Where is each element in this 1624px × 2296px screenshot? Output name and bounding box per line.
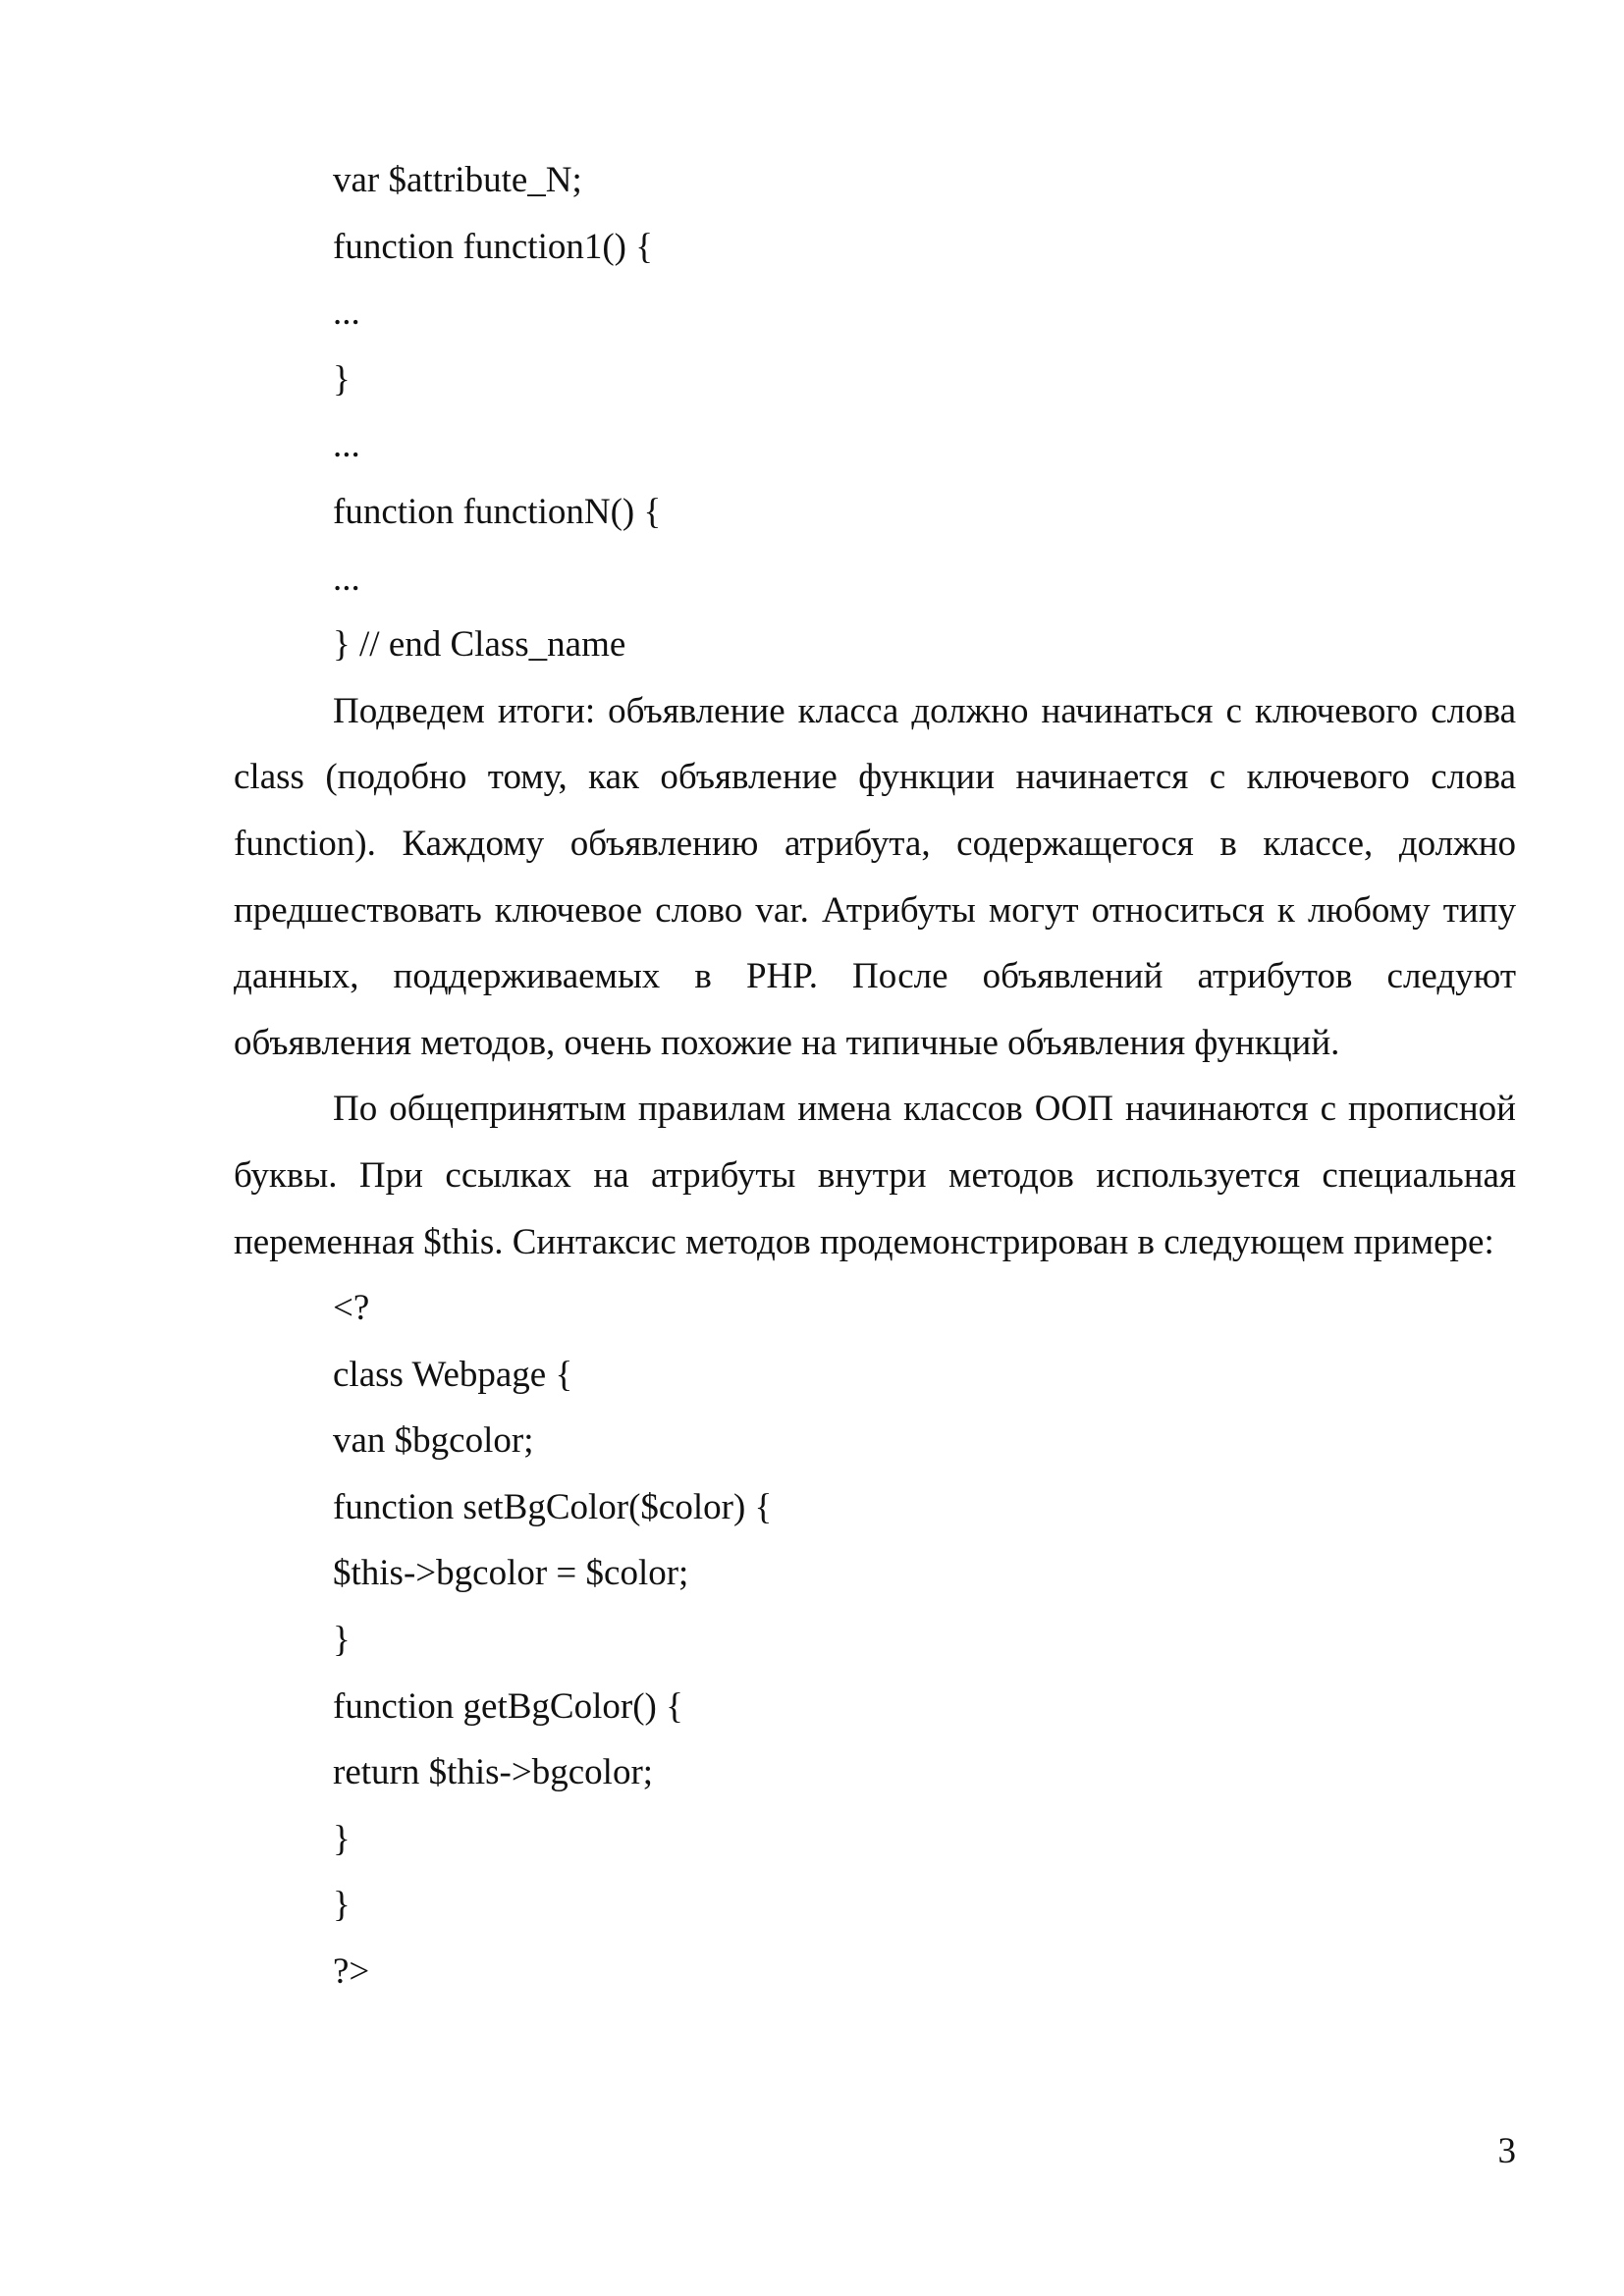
- code-line: ?>: [333, 1951, 370, 1993]
- code-line: ...: [333, 425, 360, 466]
- naming-rules-paragraph: По общепринятым правилам имена классов ООП начинаются с прописной буквы. При ссылках на атрибуты внутри методов используется специальная переменная $this. Синтаксис методов продемонстрирован в следующем примере:: [234, 1089, 1516, 1262]
- code-line: }: [333, 1818, 351, 1859]
- code-line: class Webpage {: [333, 1354, 573, 1395]
- code-line: } // end Class_name: [333, 624, 626, 666]
- code-line: function function1() {: [333, 226, 654, 267]
- page-number: 3: [1497, 2131, 1516, 2171]
- code-line: $this->bgcolor = $color;: [333, 1553, 689, 1594]
- code-line: <?: [333, 1288, 370, 1329]
- code-line: var $attribute_N;: [333, 160, 582, 200]
- code-line: function getBgColor() {: [333, 1685, 683, 1727]
- summary-paragraph: Подведем итоги: объявление класса должно начинаться с ключевого слова class (подобно тому, как объявление функции начинается с ключевого слова function). Каждому объявлению атрибута, содержащегося в классе, должно предшествовать ключевое слово var. Атрибуты могут относиться к любому типу данных, поддерживаемых в PHP. После объявлений атрибутов следуют объявления методов, очень похожие на типичные объявления функций.: [234, 690, 1516, 1063]
- code-line: function setBgColor($color) {: [333, 1486, 773, 1527]
- page-content: [234, 147, 1516, 2005]
- code-line: }: [333, 358, 351, 400]
- code-line: }: [333, 1620, 351, 1661]
- code-line: ...: [333, 558, 360, 599]
- code-line: return $this->bgcolor;: [333, 1752, 654, 1793]
- code-line: van $bgcolor;: [333, 1420, 534, 1462]
- code-line: function functionN() {: [333, 491, 662, 532]
- code-line: }: [333, 1885, 351, 1926]
- code-line: ...: [333, 293, 360, 334]
